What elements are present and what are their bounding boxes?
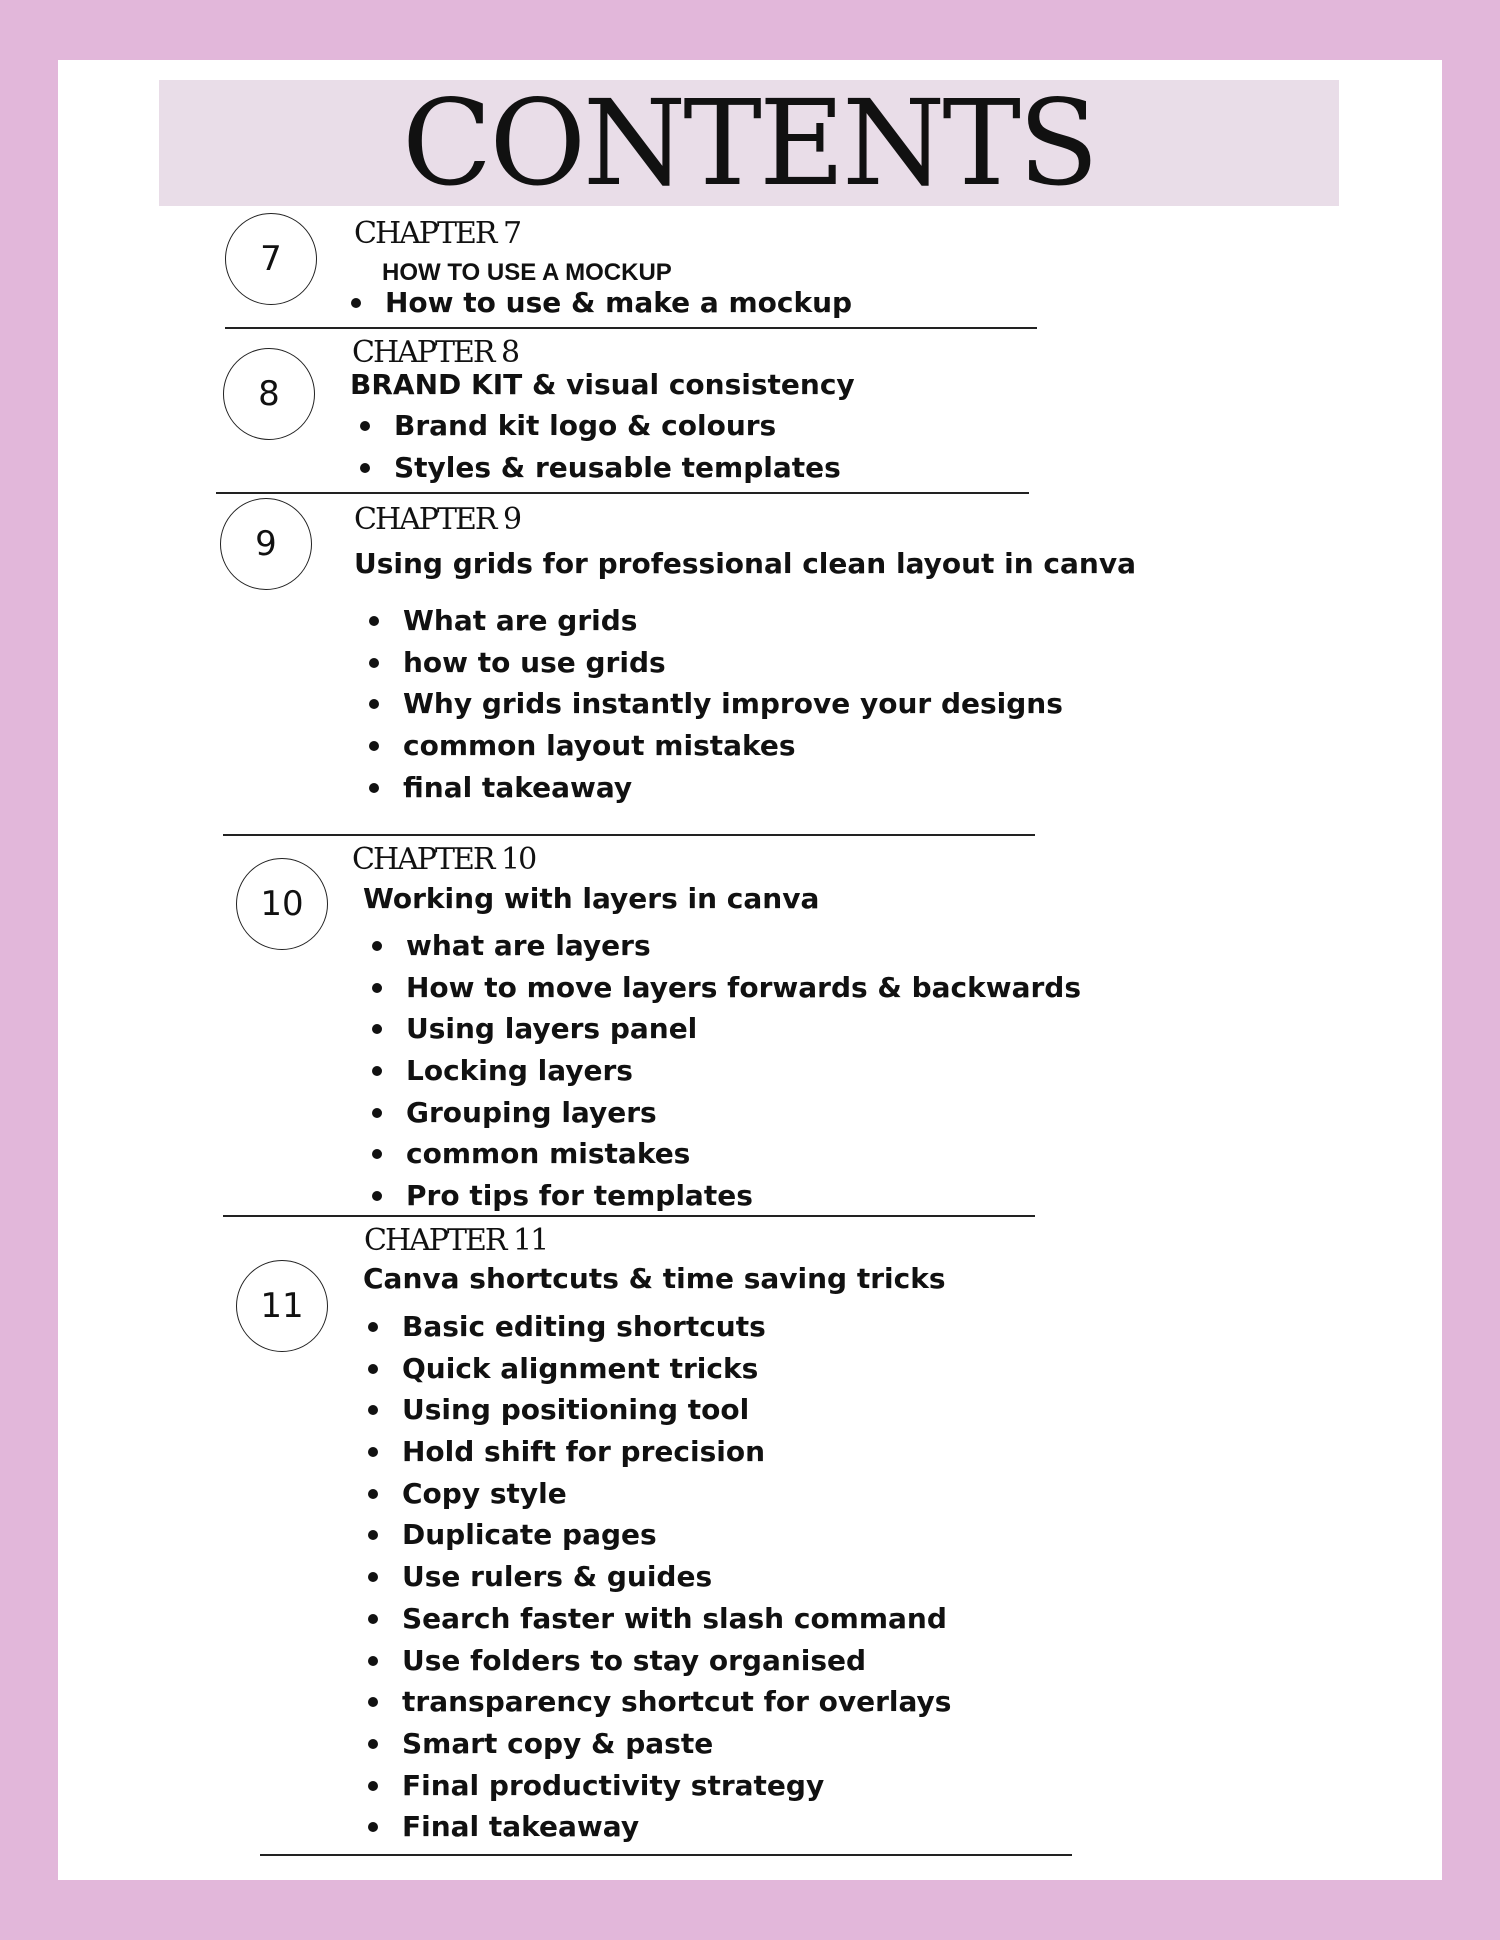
list-item: What are grids <box>369 600 1063 642</box>
chapter-11-subtitle: Canva shortcuts & time saving tricks <box>363 1262 946 1295</box>
list-item: Using positioning tool <box>368 1389 951 1431</box>
contents-page <box>58 60 1442 1880</box>
list-item: Use rulers & guides <box>368 1556 951 1598</box>
chapter-10-label: CHAPTER 10 <box>352 842 536 877</box>
chapter-9-subtitle: Using grids for professional clean layout in canva <box>354 547 1137 580</box>
chapter-7-topic-list <box>351 282 852 324</box>
list-item: Brand kit logo & colours <box>360 405 841 447</box>
divider <box>225 327 1037 329</box>
list-item: How to use & make a mockup <box>351 282 852 324</box>
chapter-8-topic-list <box>360 405 841 488</box>
list-item: transparency shortcut for overlays <box>368 1681 951 1723</box>
chapter-11-label: CHAPTER 11 <box>364 1223 548 1258</box>
chapter-7-number-circle: 7 <box>225 213 317 305</box>
chapter-8-label: CHAPTER 8 <box>352 335 519 370</box>
list-item: Hold shift for precision <box>368 1431 951 1473</box>
list-item: how to use grids <box>369 642 1063 684</box>
list-item: final takeaway <box>369 767 1063 809</box>
chapter-9-label: CHAPTER 9 <box>354 502 521 537</box>
list-item: Use folders to stay organised <box>368 1640 951 1682</box>
chapter-11-number-circle: 11 <box>236 1260 328 1352</box>
chapter-9-topic-list <box>369 600 1063 808</box>
list-item: Final productivity strategy <box>368 1765 951 1807</box>
list-item: Final takeaway <box>368 1806 951 1848</box>
list-item: Basic editing shortcuts <box>368 1306 951 1348</box>
list-item: Search faster with slash command <box>368 1598 951 1640</box>
divider <box>216 492 1029 494</box>
chapter-10-subtitle: Working with layers in canva <box>363 882 820 915</box>
chapter-7-label: CHAPTER 7 <box>354 216 521 251</box>
list-item: Locking layers <box>372 1050 1081 1092</box>
chapter-7-subtitle: HOW TO USE A MOCKUP <box>382 259 672 286</box>
list-item: How to move layers forwards & backwards <box>372 967 1081 1009</box>
chapter-10-number-circle: 10 <box>236 858 328 950</box>
list-item: Quick alignment tricks <box>368 1348 951 1390</box>
list-item: common layout mistakes <box>369 725 1063 767</box>
divider <box>223 834 1035 836</box>
chapter-8-subtitle: BRAND KIT & visual consistency <box>350 368 855 401</box>
title-banner <box>159 74 1339 212</box>
divider <box>223 1215 1035 1217</box>
chapter-10-topic-list <box>372 925 1081 1217</box>
list-item: Why grids instantly improve your designs <box>369 683 1063 725</box>
list-item: Styles & reusable templates <box>360 447 841 489</box>
chapter-11-topic-list <box>368 1306 951 1848</box>
list-item: Copy style <box>368 1473 951 1515</box>
chapter-9-number-circle: 9 <box>220 498 312 590</box>
list-item: Grouping layers <box>372 1092 1081 1134</box>
list-item: Pro tips for templates <box>372 1175 1081 1217</box>
list-item: Smart copy & paste <box>368 1723 951 1765</box>
list-item: Duplicate pages <box>368 1514 951 1556</box>
chapter-8-number-circle: 8 <box>223 348 315 440</box>
list-item: Using layers panel <box>372 1008 1081 1050</box>
list-item: what are layers <box>372 925 1081 967</box>
list-item: common mistakes <box>372 1133 1081 1175</box>
divider <box>260 1854 1072 1856</box>
page-title: CONTENTS <box>402 74 1096 212</box>
